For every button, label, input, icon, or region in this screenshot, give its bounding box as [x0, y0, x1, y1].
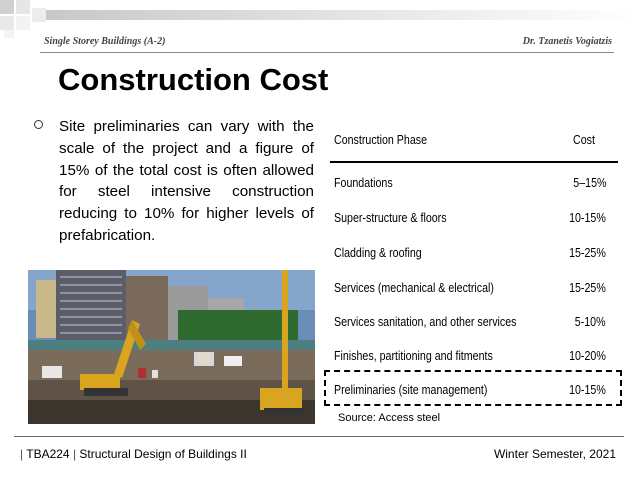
table-cell-cost: 5-10% — [575, 314, 606, 329]
table-cell-cost: 15-25% — [569, 245, 606, 260]
table-row — [326, 175, 620, 195]
footer-course-code: TBA224 — [26, 447, 70, 461]
table-cell-cost: 5–15% — [572, 175, 606, 190]
table-row — [326, 348, 620, 368]
header-author: Dr. Tzanetis Vogiatzis — [522, 36, 612, 47]
footer-course — [20, 447, 247, 461]
table-cell-cost: 10-20% — [569, 348, 606, 363]
table-cell-cost: 15-25% — [569, 280, 606, 295]
table-cell-phase: Cladding & roofing — [334, 245, 422, 260]
preliminaries-highlight-box — [324, 370, 622, 406]
footer-divider — [14, 436, 624, 437]
bullet-circle-icon — [34, 120, 43, 129]
table-row — [326, 314, 620, 334]
table-cell-phase: Super-structure & floors — [334, 210, 447, 225]
table-header-divider — [330, 161, 618, 163]
table-row — [326, 280, 620, 300]
column-header-cost: Cost — [573, 132, 595, 147]
construction-site-photo — [28, 270, 315, 424]
table-cell-phase: Finishes, partitioning and fitments — [334, 348, 493, 363]
table-cell-phase: Services sanitation, and other services — [334, 314, 517, 329]
header-course-title: Single Storey Buildings (A-2) — [44, 36, 166, 47]
table-cell-cost: 10-15% — [569, 382, 606, 397]
header-divider — [40, 52, 614, 53]
bullet-text: Site preliminaries can vary with the scale of the project and a figure of 15% of the total cost is often allowed for steel intensive construction reducing to 10% for higher levels of prefabrication. — [59, 118, 314, 244]
table-row — [326, 245, 620, 265]
table-cell-phase: Services (mechanical & electrical) — [334, 280, 494, 295]
footer-separator: | — [72, 447, 77, 461]
slide-title: Construction Cost — [58, 62, 329, 97]
bullet-item — [30, 116, 314, 247]
table-row — [326, 210, 620, 230]
footer-separator: | — [20, 447, 24, 461]
column-header-phase: Construction Phase — [334, 132, 428, 147]
header-decoration — [0, 0, 638, 40]
footer-course-name: Structural Design of Buildings II — [79, 447, 247, 461]
table-cell-phase: Preliminaries (site management) — [334, 382, 488, 397]
table-source-caption: Source: Access steel — [338, 412, 441, 424]
table-cell-cost: 10-15% — [569, 210, 606, 225]
table-cell-phase: Foundations — [334, 175, 393, 190]
footer-semester: Winter Semester, 2021 — [493, 447, 616, 461]
